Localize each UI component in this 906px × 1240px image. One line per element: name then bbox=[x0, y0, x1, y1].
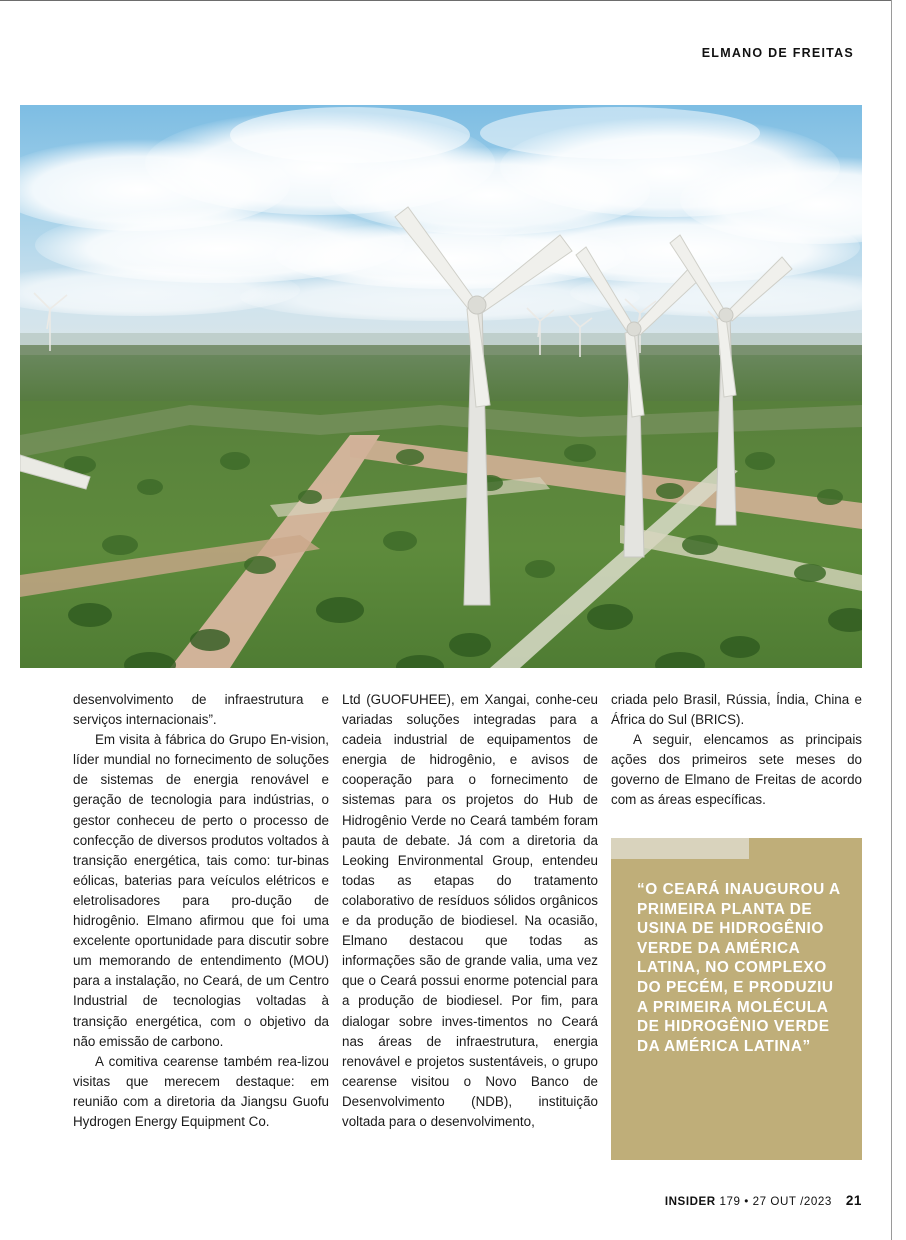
paragraph: A comitiva cearense também rea-lizou visitas que merecem destaque: em reunião com a diretoria da Jiangsu Guofu Hydrogen Energy Equipment Co. bbox=[73, 1053, 329, 1129]
paragraph: Em visita à fábrica do Grupo En-vision, líder mundial no fornecimento de soluções de sistemas de energia renovável e geração de tecnologia para indústrias, o gestor conheceu de perto o processo de confecção de diversos produtos voltados à transição energética, tais como: tur-binas eólicas, baterias para veículos elétricos e eletrolisadores para pro-dução de hidrogênio. Elmano afirmou que foi uma excelente oportunidade para discutir sobre um memorando de entendimento (MOU) para a instalação, no Ceará, de um Centro Industrial de tecnologias voltadas à transição energética, com o objetivo da não emissão de carbono. bbox=[73, 732, 329, 1049]
paragraph: A seguir, elencamos as principais ações dos primeiros sete meses do governo de Elmano de Freitas de acordo com as áreas específicas. bbox=[611, 732, 862, 808]
page-number: 21 bbox=[845, 1193, 862, 1208]
page-footer bbox=[665, 1193, 862, 1208]
paragraph: criada pelo Brasil, Rússia, Índia, China e África do Sul (BRICS). bbox=[611, 692, 862, 728]
text-column-1 bbox=[73, 690, 329, 1132]
paragraph: Ltd (GUOFUHEE), em Xangai, conhe-ceu variadas soluções integradas para a cadeia industrial de equipamentos de energia de hidrogênio, e avisos de cooperação para o fornecimento de sistemas para os projetos do Hub de Hidrogênio Verde no Ceará também foram pauta de debate. Já com a diretoria da Leoking Environmental Group, entendeu todas as etapas do tratamento colaborativo de resíduos sólidos orgânicos e da produção de biodiesel. Na ocasião, Elmano destacou que todas as informações são de grande valia, uma vez que o Ceará possui enorme potencial para a produção de biodiesel. Por fim, para dialogar sobre inves-timentos no Ceará nas áreas de infraestrutura, energia renovável e projetos sustentáveis, o grupo cearense visitou o Novo Banco de Desenvolvimento (NDB), instituição voltada para o desenvolvimento, bbox=[342, 692, 598, 1129]
pull-quote-accent-band bbox=[611, 838, 749, 859]
aerial-wind-farm-photo bbox=[20, 105, 862, 668]
text-column-2 bbox=[342, 690, 598, 1132]
page-frame-right-rule bbox=[891, 0, 892, 1240]
footer-issue-meta: 179 • 27 OUT /2023 bbox=[719, 1195, 832, 1208]
running-head: ELMANO DE FREITAS bbox=[701, 46, 854, 60]
pull-quote-text: “O CEARÁ INAUGUROU A PRIMEIRA PLANTA DE USINA DE HIDROGÊNIO VERDE DA AMÉRICA LATINA, NO COMPLEXO DO PECÉM, E PRODUZIU A PRIMEIRA MOLÉCULA DE HIDROGÊNIO VERDE DA AMÉRICA LATINA” bbox=[637, 881, 841, 1055]
paragraph: desenvolvimento de infraestrutura e serviços internacionais”. bbox=[73, 692, 329, 728]
footer-brand: INSIDER bbox=[664, 1195, 716, 1208]
page-frame-top-rule bbox=[0, 0, 892, 1]
pull-quote-box bbox=[611, 838, 862, 1160]
text-column-3 bbox=[611, 690, 862, 811]
